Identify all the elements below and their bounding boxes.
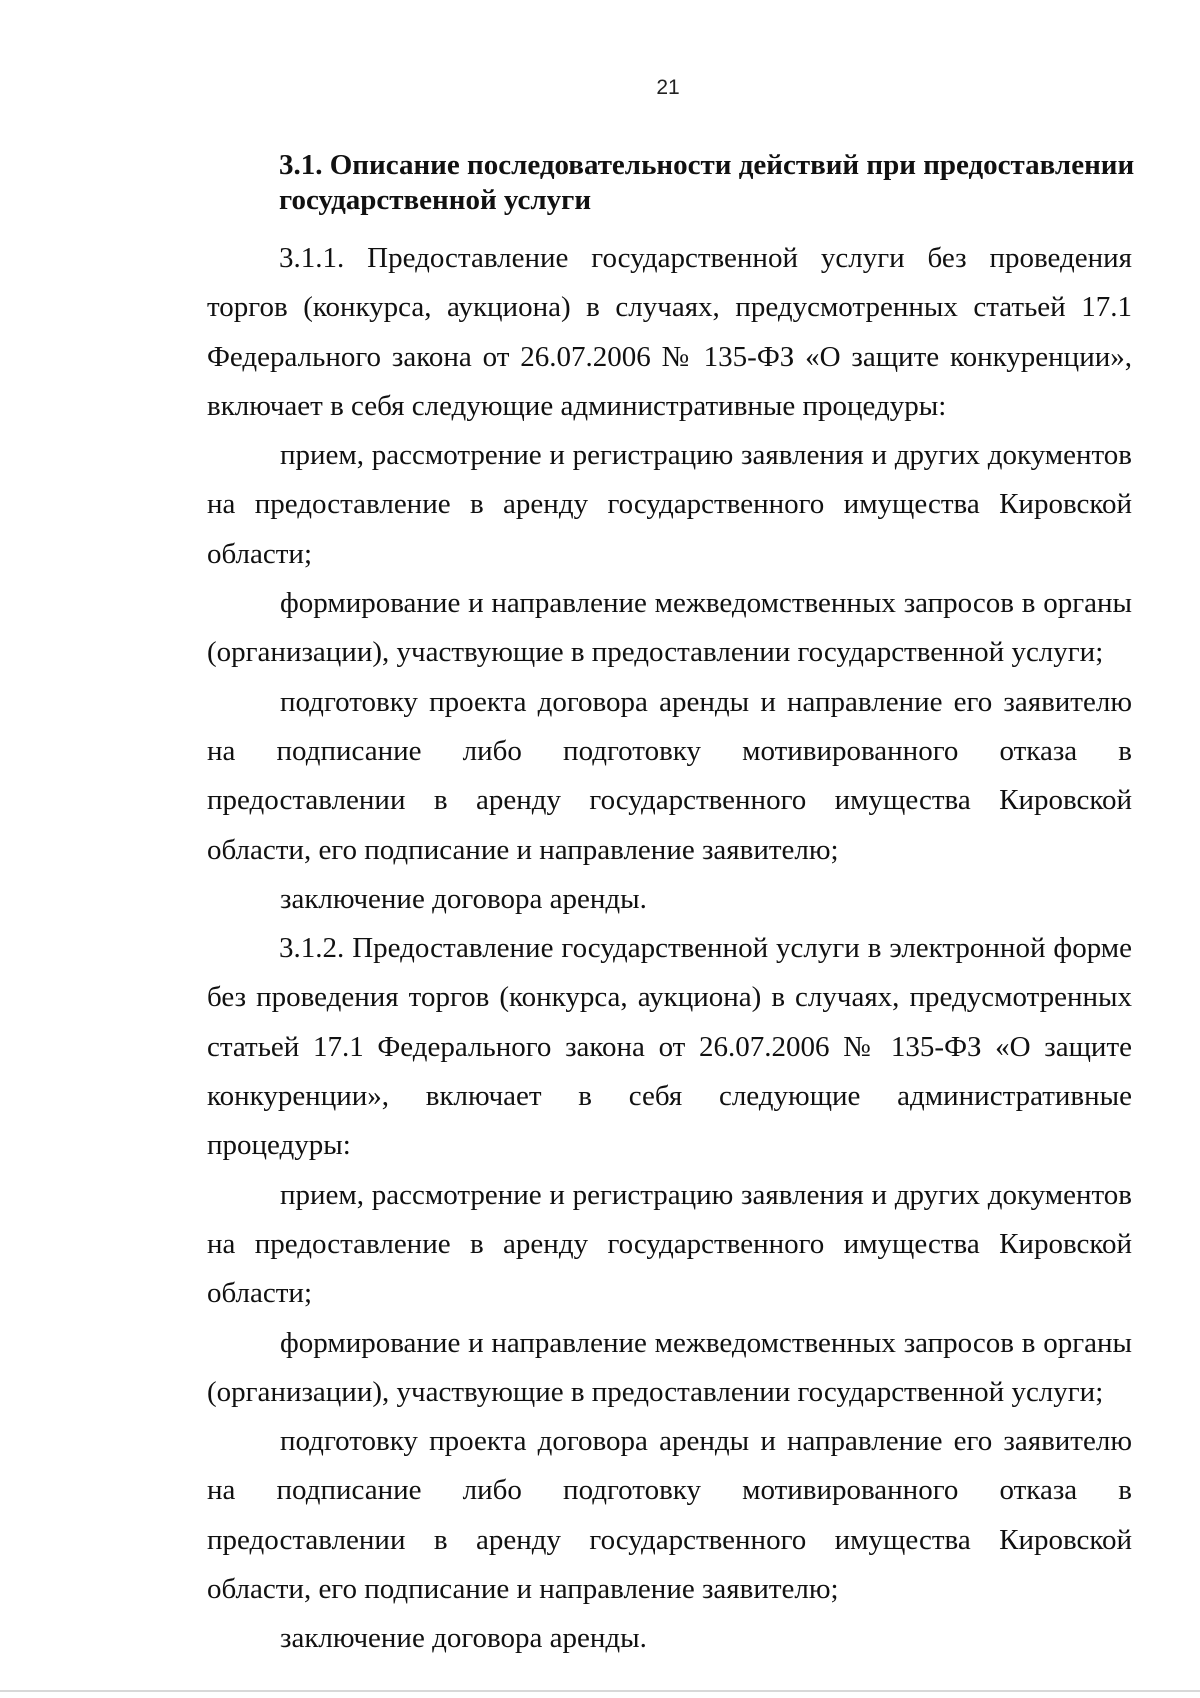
section-3-1-1-item-3: подготовку проекта договора аренды и направление его заявителю на подписание либо подготовку мотивированного отказа в предоставлении в аренду государственного имущества Кировской области, его подписание и направление заявителю; [207, 685, 1132, 866]
section-3-1-1-item-4: заключение договора аренды. [280, 882, 647, 915]
section-heading: 3.1. Описание последовательности действий при предоставлении государственной услуги [279, 149, 1135, 216]
section-3-1-1-item-1: прием, рассмотрение и регистрацию заявления и других документов на предоставление в аренду государственного имущества Кировской области; [207, 439, 1132, 570]
section-3-1-2-item-3: подготовку проекта договора аренды и направление его заявителю на подписание либо подготовку мотивированного отказа в предоставлении в аренду государственного имущества Кировской области, его подписание и направление заявителю; [207, 1425, 1132, 1606]
section-3-1-1-item-2: формирование и направление межведомственных запросов в органы (организации), участвующие в предоставлении государственной услуги; [207, 587, 1132, 669]
document-body [207, 234, 1132, 1664]
section-3-1-2-intro: 3.1.2. Предоставление государственной услуги в электронной форме без проведения торгов (конкурса, аукциона) в случаях, предусмотренных статьей 17.1 Федерального закона от 26.07.2006 № 135-ФЗ «О защите конкуренции», включает в себя следующие административные процедуры: [207, 932, 1132, 1162]
section-3-1-2-item-4: заключение договора аренды. [280, 1622, 647, 1655]
section-3-1-2-item-2: формирование и направление межведомственных запросов в органы (организации), участвующие в предоставлении государственной услуги; [207, 1326, 1132, 1408]
page-number: 21 [656, 76, 680, 99]
scan-edge-line [0, 1690, 1200, 1692]
section-3-1-2-item-1: прием, рассмотрение и регистрацию заявления и других документов на предоставление в аренду государственного имущества Кировской области; [207, 1178, 1132, 1310]
section-3-1-1-intro: 3.1.1. Предоставление государственной услуги без проведения торгов (конкурса, аукциона) в случаях, предусмотренных статьей 17.1 Федерального закона от 26.07.2006 № 135-ФЗ «О защите конкуренции», включает в себя следующие административные процедуры: [207, 242, 1132, 422]
